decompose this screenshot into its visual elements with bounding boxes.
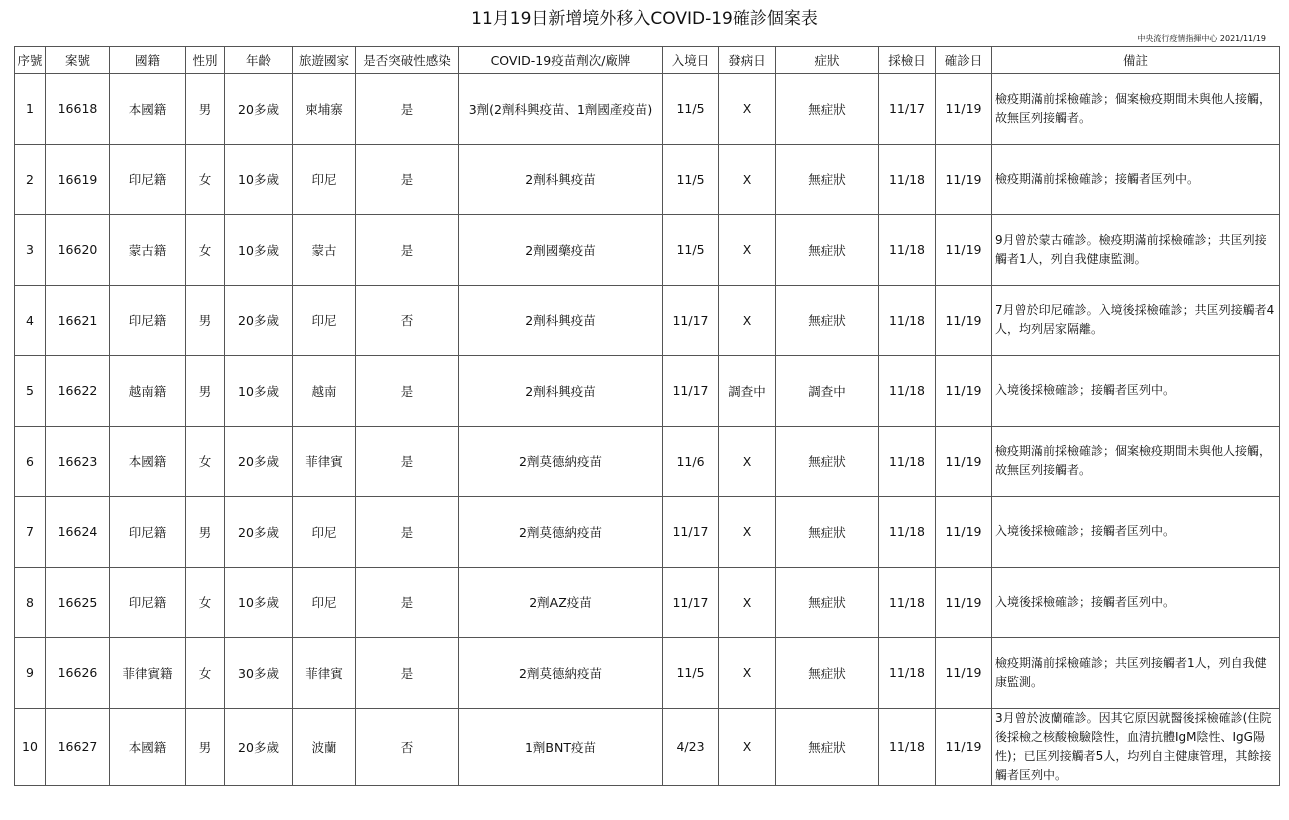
cell-travel-country: 印尼 (293, 497, 356, 568)
cell-confirm-date: 11/19 (936, 426, 992, 497)
cell-sex: 男 (186, 356, 225, 427)
cell-age: 10多歲 (225, 215, 293, 286)
cell-vaccine: 1劑BNT疫苗 (459, 708, 663, 785)
cell-confirm-date: 11/19 (936, 497, 992, 568)
cell-notes: 入境後採檢確診；接觸者匡列中。 (992, 356, 1280, 427)
cell-notes: 檢疫期滿前採檢確診；個案檢疫期間未與他人接觸，故無匡列接觸者。 (992, 426, 1280, 497)
cell-travel-country: 菲律賓 (293, 638, 356, 709)
cell-breakthrough: 是 (356, 426, 459, 497)
header-row (15, 47, 1280, 74)
cell-entry-date: 11/5 (663, 144, 719, 215)
cell-age: 20多歲 (225, 285, 293, 356)
cell-nationality: 蒙古籍 (110, 215, 186, 286)
cell-age: 20多歲 (225, 426, 293, 497)
col-header-symptoms: 症狀 (776, 47, 879, 74)
cell-vaccine: 2劑AZ疫苗 (459, 567, 663, 638)
cell-confirm-date: 11/19 (936, 356, 992, 427)
cell-symptoms: 無症狀 (776, 144, 879, 215)
cell-case-no: 16623 (46, 426, 110, 497)
col-header-age: 年齡 (225, 47, 293, 74)
cell-sex: 男 (186, 285, 225, 356)
cell-symptoms: 無症狀 (776, 285, 879, 356)
cell-symptoms: 無症狀 (776, 708, 879, 785)
col-header-sampling-date: 採檢日 (879, 47, 936, 74)
cell-seq: 8 (15, 567, 46, 638)
cell-symptoms: 無症狀 (776, 215, 879, 286)
cell-notes: 9月曾於蒙古確診。檢疫期滿前採檢確診；共匡列接觸者1人，列自我健康監測。 (992, 215, 1280, 286)
cell-seq: 2 (15, 144, 46, 215)
cell-confirm-date: 11/19 (936, 708, 992, 785)
cell-travel-country: 印尼 (293, 285, 356, 356)
cell-nationality: 本國籍 (110, 426, 186, 497)
cell-entry-date: 11/17 (663, 285, 719, 356)
cell-onset-date: X (719, 144, 776, 215)
cell-entry-date: 11/17 (663, 567, 719, 638)
cell-confirm-date: 11/19 (936, 215, 992, 286)
cell-age: 10多歲 (225, 356, 293, 427)
cell-onset-date: X (719, 426, 776, 497)
cell-age: 20多歲 (225, 497, 293, 568)
cell-sampling-date: 11/18 (879, 215, 936, 286)
cell-notes: 檢疫期滿前採檢確診；個案檢疫期間未與他人接觸，故無匡列接觸者。 (992, 74, 1280, 145)
cell-symptoms: 無症狀 (776, 497, 879, 568)
cell-case-no: 16624 (46, 497, 110, 568)
table-row (15, 285, 1280, 356)
cell-case-no: 16619 (46, 144, 110, 215)
cell-notes: 7月曾於印尼確診。入境後採檢確診；共匡列接觸者4人，均列居家隔離。 (992, 285, 1280, 356)
cell-onset-date: X (719, 567, 776, 638)
cell-seq: 4 (15, 285, 46, 356)
cell-entry-date: 11/5 (663, 74, 719, 145)
cell-age: 20多歲 (225, 708, 293, 785)
cell-nationality: 本國籍 (110, 74, 186, 145)
cell-sampling-date: 11/18 (879, 497, 936, 568)
cell-onset-date: X (719, 638, 776, 709)
cell-sampling-date: 11/18 (879, 708, 936, 785)
cell-symptoms: 調查中 (776, 356, 879, 427)
cell-confirm-date: 11/19 (936, 74, 992, 145)
cell-sampling-date: 11/18 (879, 426, 936, 497)
cell-seq: 1 (15, 74, 46, 145)
cell-age: 30多歲 (225, 638, 293, 709)
cell-notes: 入境後採檢確診；接觸者匡列中。 (992, 567, 1280, 638)
col-header-confirm-date: 確診日 (936, 47, 992, 74)
cell-breakthrough: 是 (356, 356, 459, 427)
cell-case-no: 16621 (46, 285, 110, 356)
cell-confirm-date: 11/19 (936, 144, 992, 215)
col-header-entry-date: 入境日 (663, 47, 719, 74)
cell-sex: 女 (186, 215, 225, 286)
cell-notes: 檢疫期滿前採檢確診；接觸者匡列中。 (992, 144, 1280, 215)
cell-notes: 入境後採檢確診；接觸者匡列中。 (992, 497, 1280, 568)
cell-entry-date: 11/17 (663, 356, 719, 427)
cell-age: 10多歲 (225, 567, 293, 638)
cell-travel-country: 柬埔寨 (293, 74, 356, 145)
table-row (15, 426, 1280, 497)
col-header-case-no: 案號 (46, 47, 110, 74)
cell-nationality: 越南籍 (110, 356, 186, 427)
cell-vaccine: 2劑莫德納疫苗 (459, 426, 663, 497)
cell-symptoms: 無症狀 (776, 567, 879, 638)
cell-seq: 10 (15, 708, 46, 785)
cell-breakthrough: 是 (356, 638, 459, 709)
cell-seq: 6 (15, 426, 46, 497)
cell-sampling-date: 11/18 (879, 567, 936, 638)
cell-travel-country: 菲律賓 (293, 426, 356, 497)
table-row (15, 356, 1280, 427)
cell-notes: 檢疫期滿前採檢確診；共匡列接觸者1人，列自我健康監測。 (992, 638, 1280, 709)
source-label: 中央流行疫情指揮中心 2021/11/19 (1137, 34, 1266, 43)
cell-sex: 男 (186, 497, 225, 568)
col-header-seq: 序號 (15, 47, 46, 74)
cell-symptoms: 無症狀 (776, 74, 879, 145)
table-row (15, 708, 1280, 785)
cell-breakthrough: 是 (356, 497, 459, 568)
cell-sex: 男 (186, 74, 225, 145)
cell-vaccine: 2劑莫德納疫苗 (459, 638, 663, 709)
col-header-notes: 備註 (992, 47, 1280, 74)
col-header-sex: 性別 (186, 47, 225, 74)
cell-breakthrough: 是 (356, 567, 459, 638)
cell-nationality: 印尼籍 (110, 497, 186, 568)
case-table (14, 46, 1280, 786)
cell-entry-date: 11/5 (663, 638, 719, 709)
col-header-breakthrough: 是否突破性感染 (356, 47, 459, 74)
col-header-nationality: 國籍 (110, 47, 186, 74)
cell-nationality: 本國籍 (110, 708, 186, 785)
cell-seq: 3 (15, 215, 46, 286)
cell-entry-date: 11/5 (663, 215, 719, 286)
page-title: 11月19日新增境外移入COVID-19確診個案表 (471, 9, 818, 29)
cell-nationality: 印尼籍 (110, 144, 186, 215)
cell-vaccine: 2劑莫德納疫苗 (459, 497, 663, 568)
cell-symptoms: 無症狀 (776, 638, 879, 709)
cell-symptoms: 無症狀 (776, 426, 879, 497)
cell-confirm-date: 11/19 (936, 285, 992, 356)
cell-nationality: 菲律賓籍 (110, 638, 186, 709)
cell-sampling-date: 11/18 (879, 356, 936, 427)
cell-onset-date: 調查中 (719, 356, 776, 427)
cell-entry-date: 11/6 (663, 426, 719, 497)
col-header-onset-date: 發病日 (719, 47, 776, 74)
cell-onset-date: X (719, 708, 776, 785)
cell-onset-date: X (719, 74, 776, 145)
cell-vaccine: 2劑國藥疫苗 (459, 215, 663, 286)
cell-travel-country: 印尼 (293, 144, 356, 215)
cell-breakthrough: 是 (356, 74, 459, 145)
cell-sex: 女 (186, 638, 225, 709)
cell-confirm-date: 11/19 (936, 567, 992, 638)
cell-seq: 5 (15, 356, 46, 427)
cell-breakthrough: 否 (356, 708, 459, 785)
cell-sex: 男 (186, 708, 225, 785)
cell-seq: 9 (15, 638, 46, 709)
cell-seq: 7 (15, 497, 46, 568)
table-row (15, 497, 1280, 568)
cell-onset-date: X (719, 285, 776, 356)
cell-sex: 女 (186, 567, 225, 638)
table-row (15, 215, 1280, 286)
cell-travel-country: 波蘭 (293, 708, 356, 785)
cell-vaccine: 2劑科興疫苗 (459, 356, 663, 427)
cell-case-no: 16618 (46, 74, 110, 145)
col-header-vaccine: COVID-19疫苗劑次/廠牌 (459, 47, 663, 74)
cell-travel-country: 印尼 (293, 567, 356, 638)
cell-age: 20多歲 (225, 74, 293, 145)
cell-sampling-date: 11/17 (879, 74, 936, 145)
table-row (15, 74, 1280, 145)
table-row (15, 567, 1280, 638)
col-header-travel-country: 旅遊國家 (293, 47, 356, 74)
cell-case-no: 16626 (46, 638, 110, 709)
cell-vaccine: 2劑科興疫苗 (459, 144, 663, 215)
cell-case-no: 16625 (46, 567, 110, 638)
cell-vaccine: 2劑科興疫苗 (459, 285, 663, 356)
cell-travel-country: 蒙古 (293, 215, 356, 286)
cell-breakthrough: 是 (356, 144, 459, 215)
cell-breakthrough: 是 (356, 215, 459, 286)
table-row (15, 144, 1280, 215)
cell-nationality: 印尼籍 (110, 285, 186, 356)
cell-sampling-date: 11/18 (879, 144, 936, 215)
cell-case-no: 16620 (46, 215, 110, 286)
cell-case-no: 16622 (46, 356, 110, 427)
cell-confirm-date: 11/19 (936, 638, 992, 709)
cell-onset-date: X (719, 215, 776, 286)
cell-sampling-date: 11/18 (879, 285, 936, 356)
cell-case-no: 16627 (46, 708, 110, 785)
cell-notes: 3月曾於波蘭確診。因其它原因就醫後採檢確診(住院後採檢之核酸檢驗陰性，血清抗體IgM陰性、IgG陽性)；已匡列接觸者5人，均列自主健康管理，其餘接觸者匡列中。 (992, 708, 1280, 785)
cell-entry-date: 4/23 (663, 708, 719, 785)
cell-age: 10多歲 (225, 144, 293, 215)
cell-travel-country: 越南 (293, 356, 356, 427)
cell-sex: 女 (186, 426, 225, 497)
cell-onset-date: X (719, 497, 776, 568)
cell-breakthrough: 否 (356, 285, 459, 356)
cell-nationality: 印尼籍 (110, 567, 186, 638)
table-row (15, 638, 1280, 709)
cell-sampling-date: 11/18 (879, 638, 936, 709)
cell-sex: 女 (186, 144, 225, 215)
cell-entry-date: 11/17 (663, 497, 719, 568)
cell-vaccine: 3劑(2劑科興疫苗、1劑國產疫苗) (459, 74, 663, 145)
